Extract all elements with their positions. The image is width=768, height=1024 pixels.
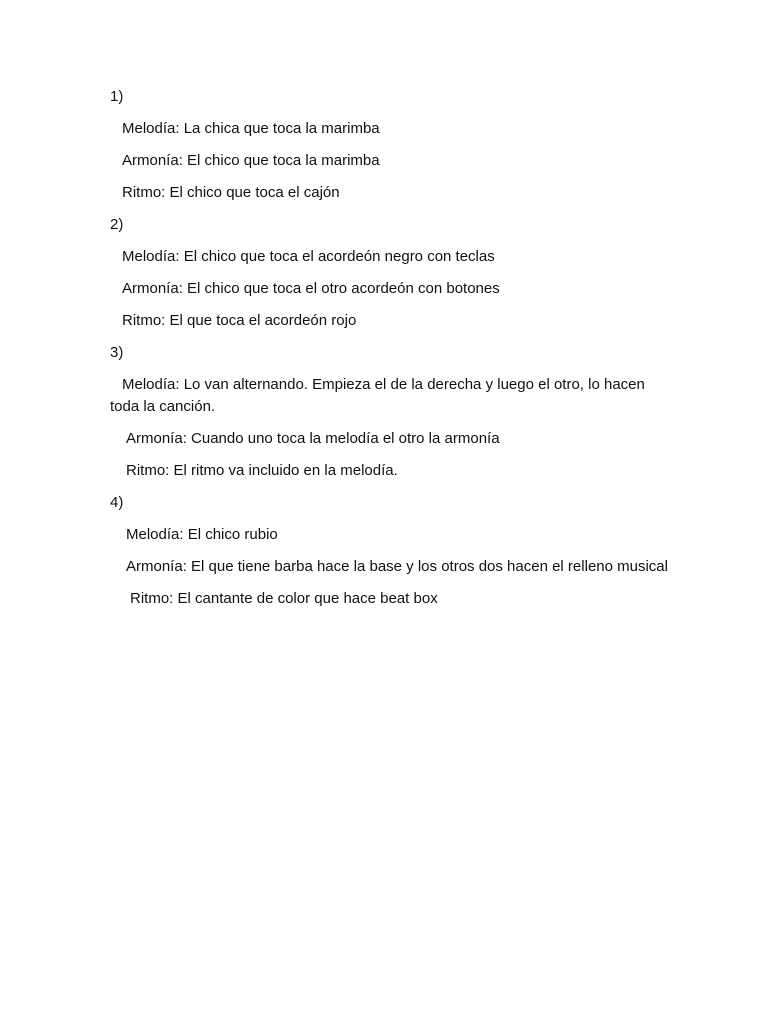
rhythm-line: Ritmo: El cantante de color que hace beat box [130, 590, 438, 607]
document-page [110, 86, 670, 620]
melody-line: Melodía: El chico que toca el acordeón negro con teclas [122, 248, 495, 265]
melody-line: Melodía: El chico rubio [126, 526, 278, 543]
melody-line: Melodía: Lo van alternando. Empieza el de la derecha y luego el otro, lo hacen toda la canción. [110, 376, 650, 415]
rhythm-line: Ritmo: El que toca el acordeón rojo [122, 312, 357, 329]
harmony-line: Armonía: El chico que toca el otro acordeón con botones [122, 280, 500, 297]
section-number: 2) [110, 216, 124, 233]
rhythm-line: Ritmo: El chico que toca el cajón [122, 184, 340, 201]
harmony-line: Armonía: Cuando uno toca la melodía el otro la armonía [126, 430, 500, 447]
rhythm-line: Ritmo: El ritmo va incluido en la melodía. [126, 462, 398, 479]
section-number: 1) [110, 88, 124, 105]
harmony-line: Armonía: El chico que toca la marimba [122, 152, 380, 169]
melody-line: Melodía: La chica que toca la marimba [122, 120, 380, 137]
harmony-line: Armonía: El que tiene barba hace la base y los otros dos hacen el relleno musical [126, 558, 668, 575]
section-number: 4) [110, 494, 124, 511]
section-number: 3) [110, 344, 124, 361]
